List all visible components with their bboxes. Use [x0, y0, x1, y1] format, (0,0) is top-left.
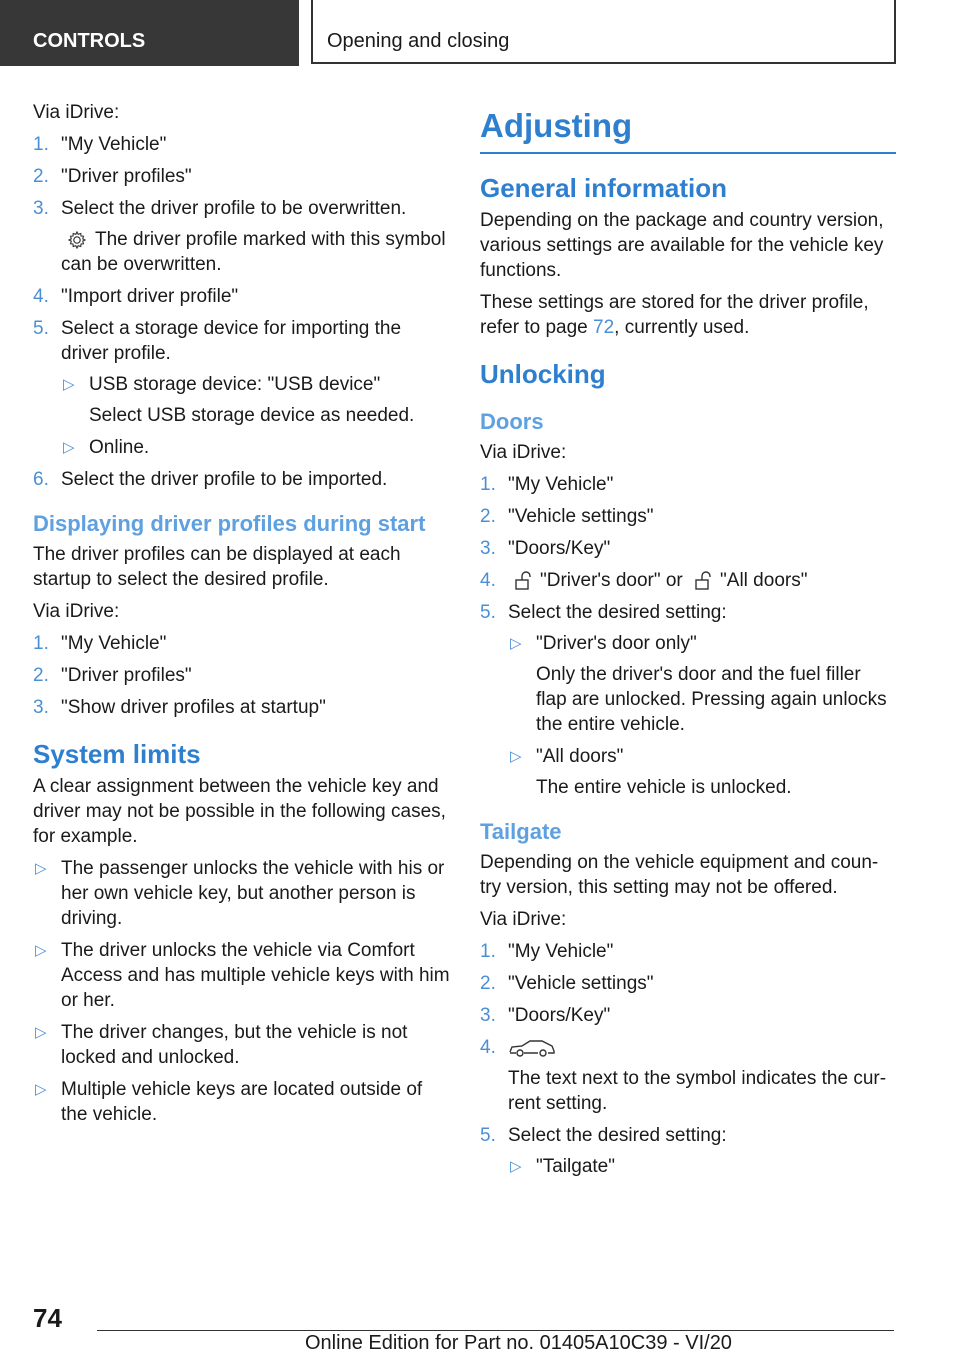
page-number: 74	[33, 1303, 62, 1333]
list-item: 5. Select the desired setting: ▷ "Tailgate"	[480, 1123, 896, 1179]
heading-displaying-profiles: Displaying driver profiles during start	[33, 511, 426, 536]
paragraph: Depending on the package and country version, various settings are available for the vehicle key functions.	[480, 210, 884, 281]
page-link[interactable]: 72	[593, 317, 615, 338]
paragraph: A clear assignment between the vehicle key and driver may not be possible in the following cases, for example.	[33, 776, 446, 847]
page-header	[0, 0, 960, 66]
paragraph: The driver profiles can be displayed at each startup to select the desired profile.	[33, 544, 401, 590]
heading-adjusting: Adjusting	[480, 106, 896, 154]
footer-divider	[97, 1330, 894, 1331]
list-item: 1. "My Vehicle"	[33, 134, 167, 155]
list-item: 3. "Doors/Key"	[480, 1005, 611, 1026]
list-item: 3. "Show driver profiles at startup"	[33, 697, 326, 718]
list-item: 2. "Vehicle settings"	[480, 506, 654, 527]
limits-list	[33, 856, 451, 1127]
unlock-icon	[694, 571, 712, 591]
list-item: 2. "Driver profiles"	[33, 166, 192, 187]
heading-unlocking: Unlocking	[480, 359, 606, 389]
list-item: 6. Select the driver profile to be imported.	[33, 469, 388, 490]
bullet-item: ▷ USB storage device: "USB device" Select USB storage device as needed.	[63, 374, 415, 426]
heading-system-limits: System limits	[33, 739, 201, 769]
bullet-item: ▷ Multiple vehicle keys are located outside of the vehicle.	[35, 1079, 423, 1125]
list-item: 2. "Driver profiles"	[33, 665, 192, 686]
list-item: 3. "Doors/Key"	[480, 538, 611, 559]
car-tailgate-icon	[508, 1037, 556, 1059]
list-item: 1. "My Vehicle"	[480, 474, 614, 495]
steps-overwrite	[33, 132, 451, 492]
steps-doors	[480, 472, 896, 800]
via-idrive-label: Via iDrive:	[480, 909, 567, 930]
paragraph: Depending on the vehicle equipment and coun‐try version, this setting may not be offered.	[480, 852, 879, 898]
list-item: 5. Select the desired setting: ▷ "Driver's door only" Only the driver's door and the fuel filler flap are unlocked. Pressing again unlocks the entire vehicle. ▷ "All doors" The entire vehicle is unlocked.	[480, 600, 896, 800]
heading-doors: Doors	[480, 409, 544, 434]
right-column	[480, 100, 896, 1186]
steps-display	[33, 631, 451, 720]
gear-icon	[67, 230, 87, 250]
bullet-item: ▷ "Driver's door only" Only the driver's door and the fuel filler flap are unlocked. Pressing again unlocks the entire vehicle.	[510, 633, 887, 735]
via-idrive-label: Via iDrive:	[33, 601, 120, 622]
bullet-item: ▷ "All doors" The entire vehicle is unlocked.	[510, 746, 792, 798]
paragraph: These settings are stored for the driver profile, refer to page 72, currently used.	[480, 292, 869, 338]
via-idrive-label: Via iDrive:	[480, 442, 567, 463]
bullet-item: ▷ The passenger unlocks the vehicle with his or her own vehicle key, but another person is driving.	[35, 858, 445, 929]
list-item: 5. Select a storage device for importing the driver profile. ▷ USB storage device: "USB device" Select USB storage device as needed. ▷ Online.	[33, 316, 451, 460]
edition-footer: Online Edition for Part no. 01405A10C39 - VI/20	[305, 1332, 732, 1354]
list-item: 2. "Vehicle settings"	[480, 973, 654, 994]
chapter-title: Opening and closing	[311, 0, 896, 64]
left-column	[33, 100, 451, 1134]
list-item: 4. "Import driver profile"	[33, 286, 239, 307]
bullet-item: ▷ Online.	[63, 437, 150, 458]
list-item: 4. The text next to the symbol indicates the cur‐rent setting.	[480, 1037, 887, 1114]
unlock-icon	[514, 571, 532, 591]
bullet-item: ▷ "Tailgate"	[510, 1156, 615, 1177]
steps-tailgate	[480, 939, 896, 1179]
via-idrive-label: Via iDrive:	[33, 102, 120, 123]
heading-general-information: General information	[480, 173, 728, 203]
list-item: 4. "Driver's door" or "All doors"	[480, 570, 808, 591]
list-item: 1. "My Vehicle"	[33, 633, 167, 654]
bullet-item: ▷ The driver changes, but the vehicle is not locked and unlocked.	[35, 1022, 408, 1068]
bullet-item: ▷ The driver unlocks the vehicle via Comfort Access and has multiple vehicle keys with him or her.	[35, 940, 450, 1011]
list-item: 3. Select the driver profile to be overwritten. The driver profile marked with this symbol can be overwritten.	[33, 196, 451, 277]
list-item: 1. "My Vehicle"	[480, 941, 614, 962]
section-tab: CONTROLS	[0, 0, 299, 66]
step-note: The driver profile marked with this symbol can be overwritten.	[61, 229, 446, 275]
heading-tailgate: Tailgate	[480, 819, 562, 844]
